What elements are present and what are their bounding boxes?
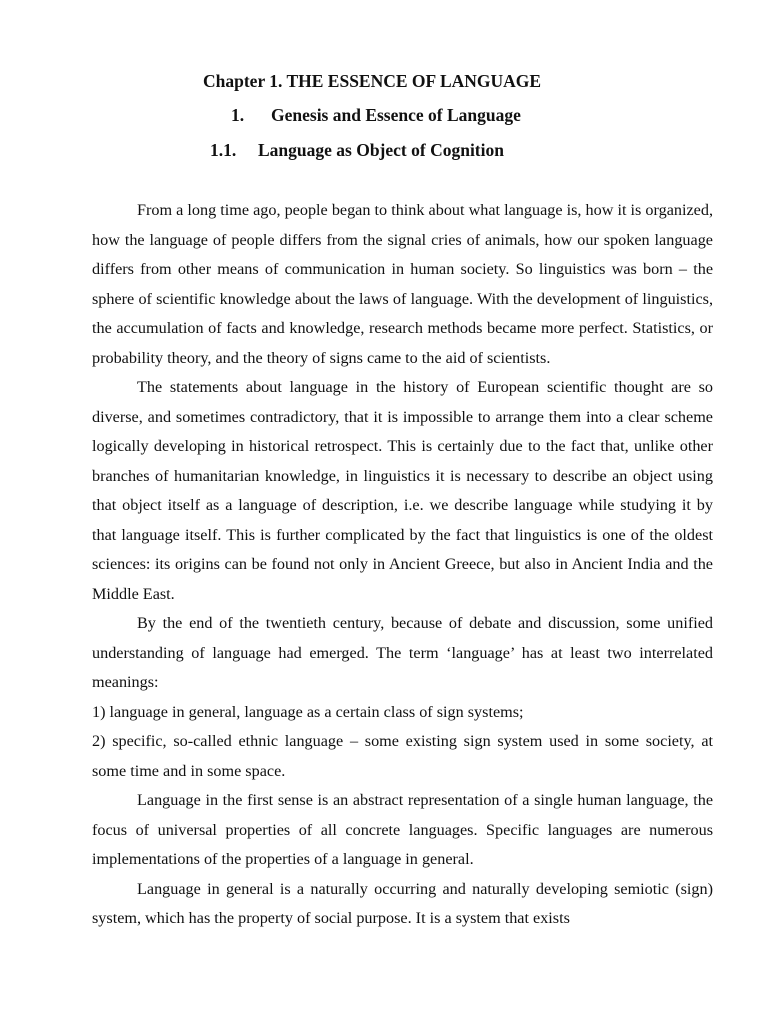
paragraph: By the end of the twentieth century, because of debate and discussion, some unified understanding of language had emerged. The term ‘language’ has at least two interrelated meanings: [92,614,713,691]
list-item: 2) specific, so-called ethnic language – some existing sign system used in some society, at some time and in some space. [92,732,713,780]
subsection-title: Language as Object of Cognition [258,140,504,160]
section-number: 1. [231,105,245,125]
paragraph: Language in the first sense is an abstract representation of a single human language, the focus of universal properties of all concrete languages. Specific languages are numerous implementations of the properties of a language in general. [92,791,713,868]
chapter-title: Chapter 1. THE ESSENCE OF LANGUAGE [203,71,542,91]
section-heading [231,104,521,126]
chapter-heading [203,70,541,92]
paragraph: The statements about language in the history of European scientific thought are so diverse, and sometimes contradictory, that it is impossible to arrange them into a clear scheme logically developing in historical retrospect. This is certainly due to the fact that, unlike other branches of humanitarian knowledge, in linguistics it is necessary to describe an object using that object itself as a language of description, i.e. we describe language while studying it by that language itself. This is further complicated by the fact that linguistics is one of the oldest sciences: its origins can be found not only in Ancient Greece, but also in Ancient India and the Middle East. [92,378,713,603]
body-text [92,196,713,934]
paragraph: From a long time ago, people began to think about what language is, how it is organized, how the language of people differs from the signal cries of animals, how our spoken language differs from other means of communication in human society. So linguistics was born – the sphere of scientific knowledge about the laws of language. With the development of linguistics, the accumulation of facts and knowledge, research methods became more perfect. Statistics, or probability theory, and the theory of signs came to the aid of scientists. [92,201,713,367]
list-item: 1) language in general, language as a certain class of sign systems; [92,702,524,721]
paragraph: Language in general is a naturally occurring and naturally developing semiotic (sign) system, which has the property of social purpose. It is a system that exists [92,879,713,927]
subsection-number: 1.1. [210,140,237,160]
section-title: Genesis and Essence of Language [271,105,521,125]
subsection-heading [210,139,504,161]
